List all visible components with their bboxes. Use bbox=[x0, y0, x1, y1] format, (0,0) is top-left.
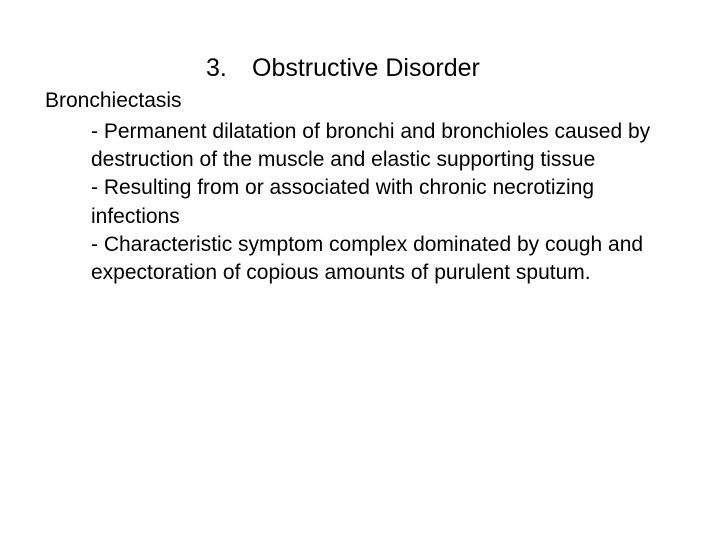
title-text: Obstructive Disorder bbox=[252, 54, 480, 82]
title-number: 3. bbox=[206, 54, 227, 82]
bullet-item: - Resulting from or associated with chronic necrotizing infections bbox=[91, 176, 595, 228]
slide-title bbox=[206, 52, 480, 84]
section-heading: Bronchiectasis bbox=[45, 89, 182, 112]
bullet-item: - Characteristic symptom complex dominated by cough and expectoration of copious amounts of purulent sputum. bbox=[91, 232, 644, 285]
bullet-list bbox=[91, 118, 651, 287]
bullet-item: - Permanent dilatation of bronchi and bronchioles caused by destruction of the muscle and elastic supporting tissue bbox=[91, 120, 651, 172]
